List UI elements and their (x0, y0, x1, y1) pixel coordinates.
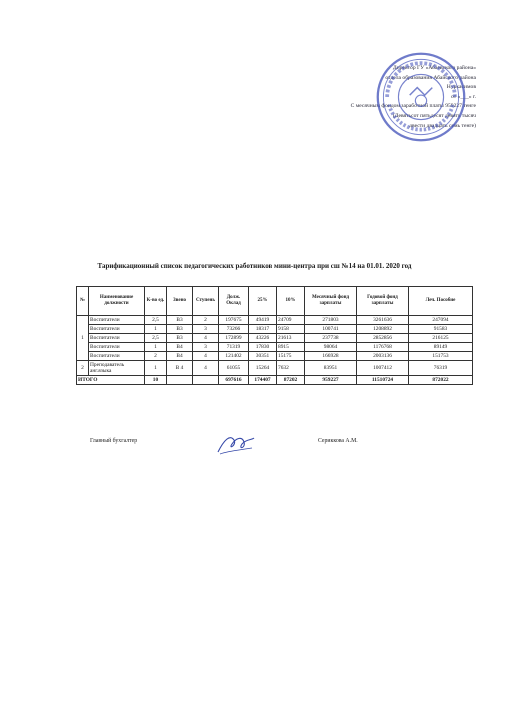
cell: В 4 (167, 361, 193, 376)
cell: 2,5 (145, 334, 167, 343)
column-header: Звено (167, 287, 193, 316)
cell: 121402 (219, 352, 249, 361)
column-header: 10% (277, 287, 305, 316)
cell: 11510724 (357, 376, 409, 385)
column-header: № (77, 287, 89, 316)
cell: 17830 (249, 343, 277, 352)
document-title: Тарификационный список педагогических работников мини-центра при сш №14 на 01.01. 2020 год (97, 262, 412, 270)
cell: 3 (193, 325, 219, 334)
approval-line: С месячным фондом заработной платы 959227 тенге (350, 103, 476, 110)
cell: 8915 (277, 343, 305, 352)
handwritten-signature-icon (214, 430, 258, 458)
total-label: ИТОГО (77, 376, 145, 385)
cell: В3 (167, 334, 193, 343)
cell: 216125 (409, 334, 473, 343)
cell: 100741 (305, 325, 357, 334)
total-row (77, 376, 473, 385)
cell: 9158 (277, 325, 305, 334)
row-number: 1 (77, 316, 89, 361)
cell: 21613 (277, 334, 305, 343)
cell: Воспитатели (89, 325, 145, 334)
cell: 98064 (305, 343, 357, 352)
column-header: Леч. Пособие (409, 287, 473, 316)
cell: Преподаватель анг.языка (89, 361, 145, 376)
cell: 30351 (249, 352, 277, 361)
cell: 271803 (305, 316, 357, 325)
cell: Воспитатели (89, 316, 145, 325)
table-row (77, 334, 473, 343)
cell: 1007412 (357, 361, 409, 376)
cell (167, 376, 193, 385)
cell: 71319 (219, 343, 249, 352)
approval-line: от «___» г. (450, 93, 476, 100)
approval-line: Нуркасимов (446, 84, 476, 91)
column-header: 25% (249, 287, 277, 316)
cell: Воспитатели (89, 343, 145, 352)
column-header: К-во ед. (145, 287, 167, 316)
cell: 4 (193, 334, 219, 343)
cell: 73266 (219, 325, 249, 334)
cell: 172899 (219, 334, 249, 343)
cell: 3261636 (357, 316, 409, 325)
table-header-row (77, 287, 473, 316)
cell: 83951 (305, 361, 357, 376)
cell: 15175 (277, 352, 305, 361)
row-number: 2 (77, 361, 89, 376)
cell: Воспитатели (89, 352, 145, 361)
column-header: Ступень (193, 287, 219, 316)
approval-line: (Девятьсот пятьдесят девять тысяч (392, 112, 476, 119)
cell: 1176768 (357, 343, 409, 352)
table-row (77, 343, 473, 352)
cell: 174407 (249, 376, 277, 385)
column-header: Месячный фонд зарплаты (305, 287, 357, 316)
cell: 4 (193, 361, 219, 376)
cell: 959227 (305, 376, 357, 385)
cell: 1208892 (357, 325, 409, 334)
cell: 151753 (409, 352, 473, 361)
cell: 237738 (305, 334, 357, 343)
cell: 2 (145, 352, 167, 361)
cell: 4 (193, 352, 219, 361)
approval-line: Директор ГУ «Абаевского района» (392, 65, 476, 71)
column-header: Наименование должности (89, 287, 145, 316)
approval-line: двести двадцать семь тенге) (409, 122, 476, 129)
cell: В4 (167, 352, 193, 361)
cell: В3 (167, 325, 193, 334)
cell: 24709 (277, 316, 305, 325)
cell: 2003136 (357, 352, 409, 361)
accountant-name: Сериккова А.М. (318, 438, 358, 444)
cell (193, 376, 219, 385)
cell: 18317 (249, 325, 277, 334)
cell: 43226 (249, 334, 277, 343)
cell: 76319 (409, 361, 473, 376)
table-row (77, 361, 473, 376)
cell: 91583 (409, 325, 473, 334)
cell: 247094 (409, 316, 473, 325)
cell: 49419 (249, 316, 277, 325)
cell: В3 (167, 316, 193, 325)
cell: 697616 (219, 376, 249, 385)
chief-accountant-label: Главный бухгалтер (90, 438, 138, 444)
column-header: Годовой фонд зарплаты (357, 287, 409, 316)
cell: 1 (145, 325, 167, 334)
cell: 197675 (219, 316, 249, 325)
cell: 1 (145, 361, 167, 376)
official-seal-icon (374, 50, 468, 144)
cell: 872022 (409, 376, 473, 385)
table-row (77, 316, 473, 325)
approval-line: отдела образования Абайского района (385, 74, 476, 81)
cell: 15264 (249, 361, 277, 376)
cell: В4 (167, 343, 193, 352)
cell: 166928 (305, 352, 357, 361)
cell: 10 (145, 376, 167, 385)
cell: 87202 (277, 376, 305, 385)
column-header: Долж. Оклад (219, 287, 249, 316)
cell: 2852856 (357, 334, 409, 343)
cell: 3 (193, 343, 219, 352)
cell: 1 (145, 343, 167, 352)
tarification-table (76, 286, 473, 385)
table-row (77, 352, 473, 361)
cell: 2 (193, 316, 219, 325)
table-row (77, 325, 473, 334)
cell: 7632 (277, 361, 305, 376)
cell: 61055 (219, 361, 249, 376)
cell: 89149 (409, 343, 473, 352)
cell: 2,5 (145, 316, 167, 325)
cell: Воспитатели (89, 334, 145, 343)
